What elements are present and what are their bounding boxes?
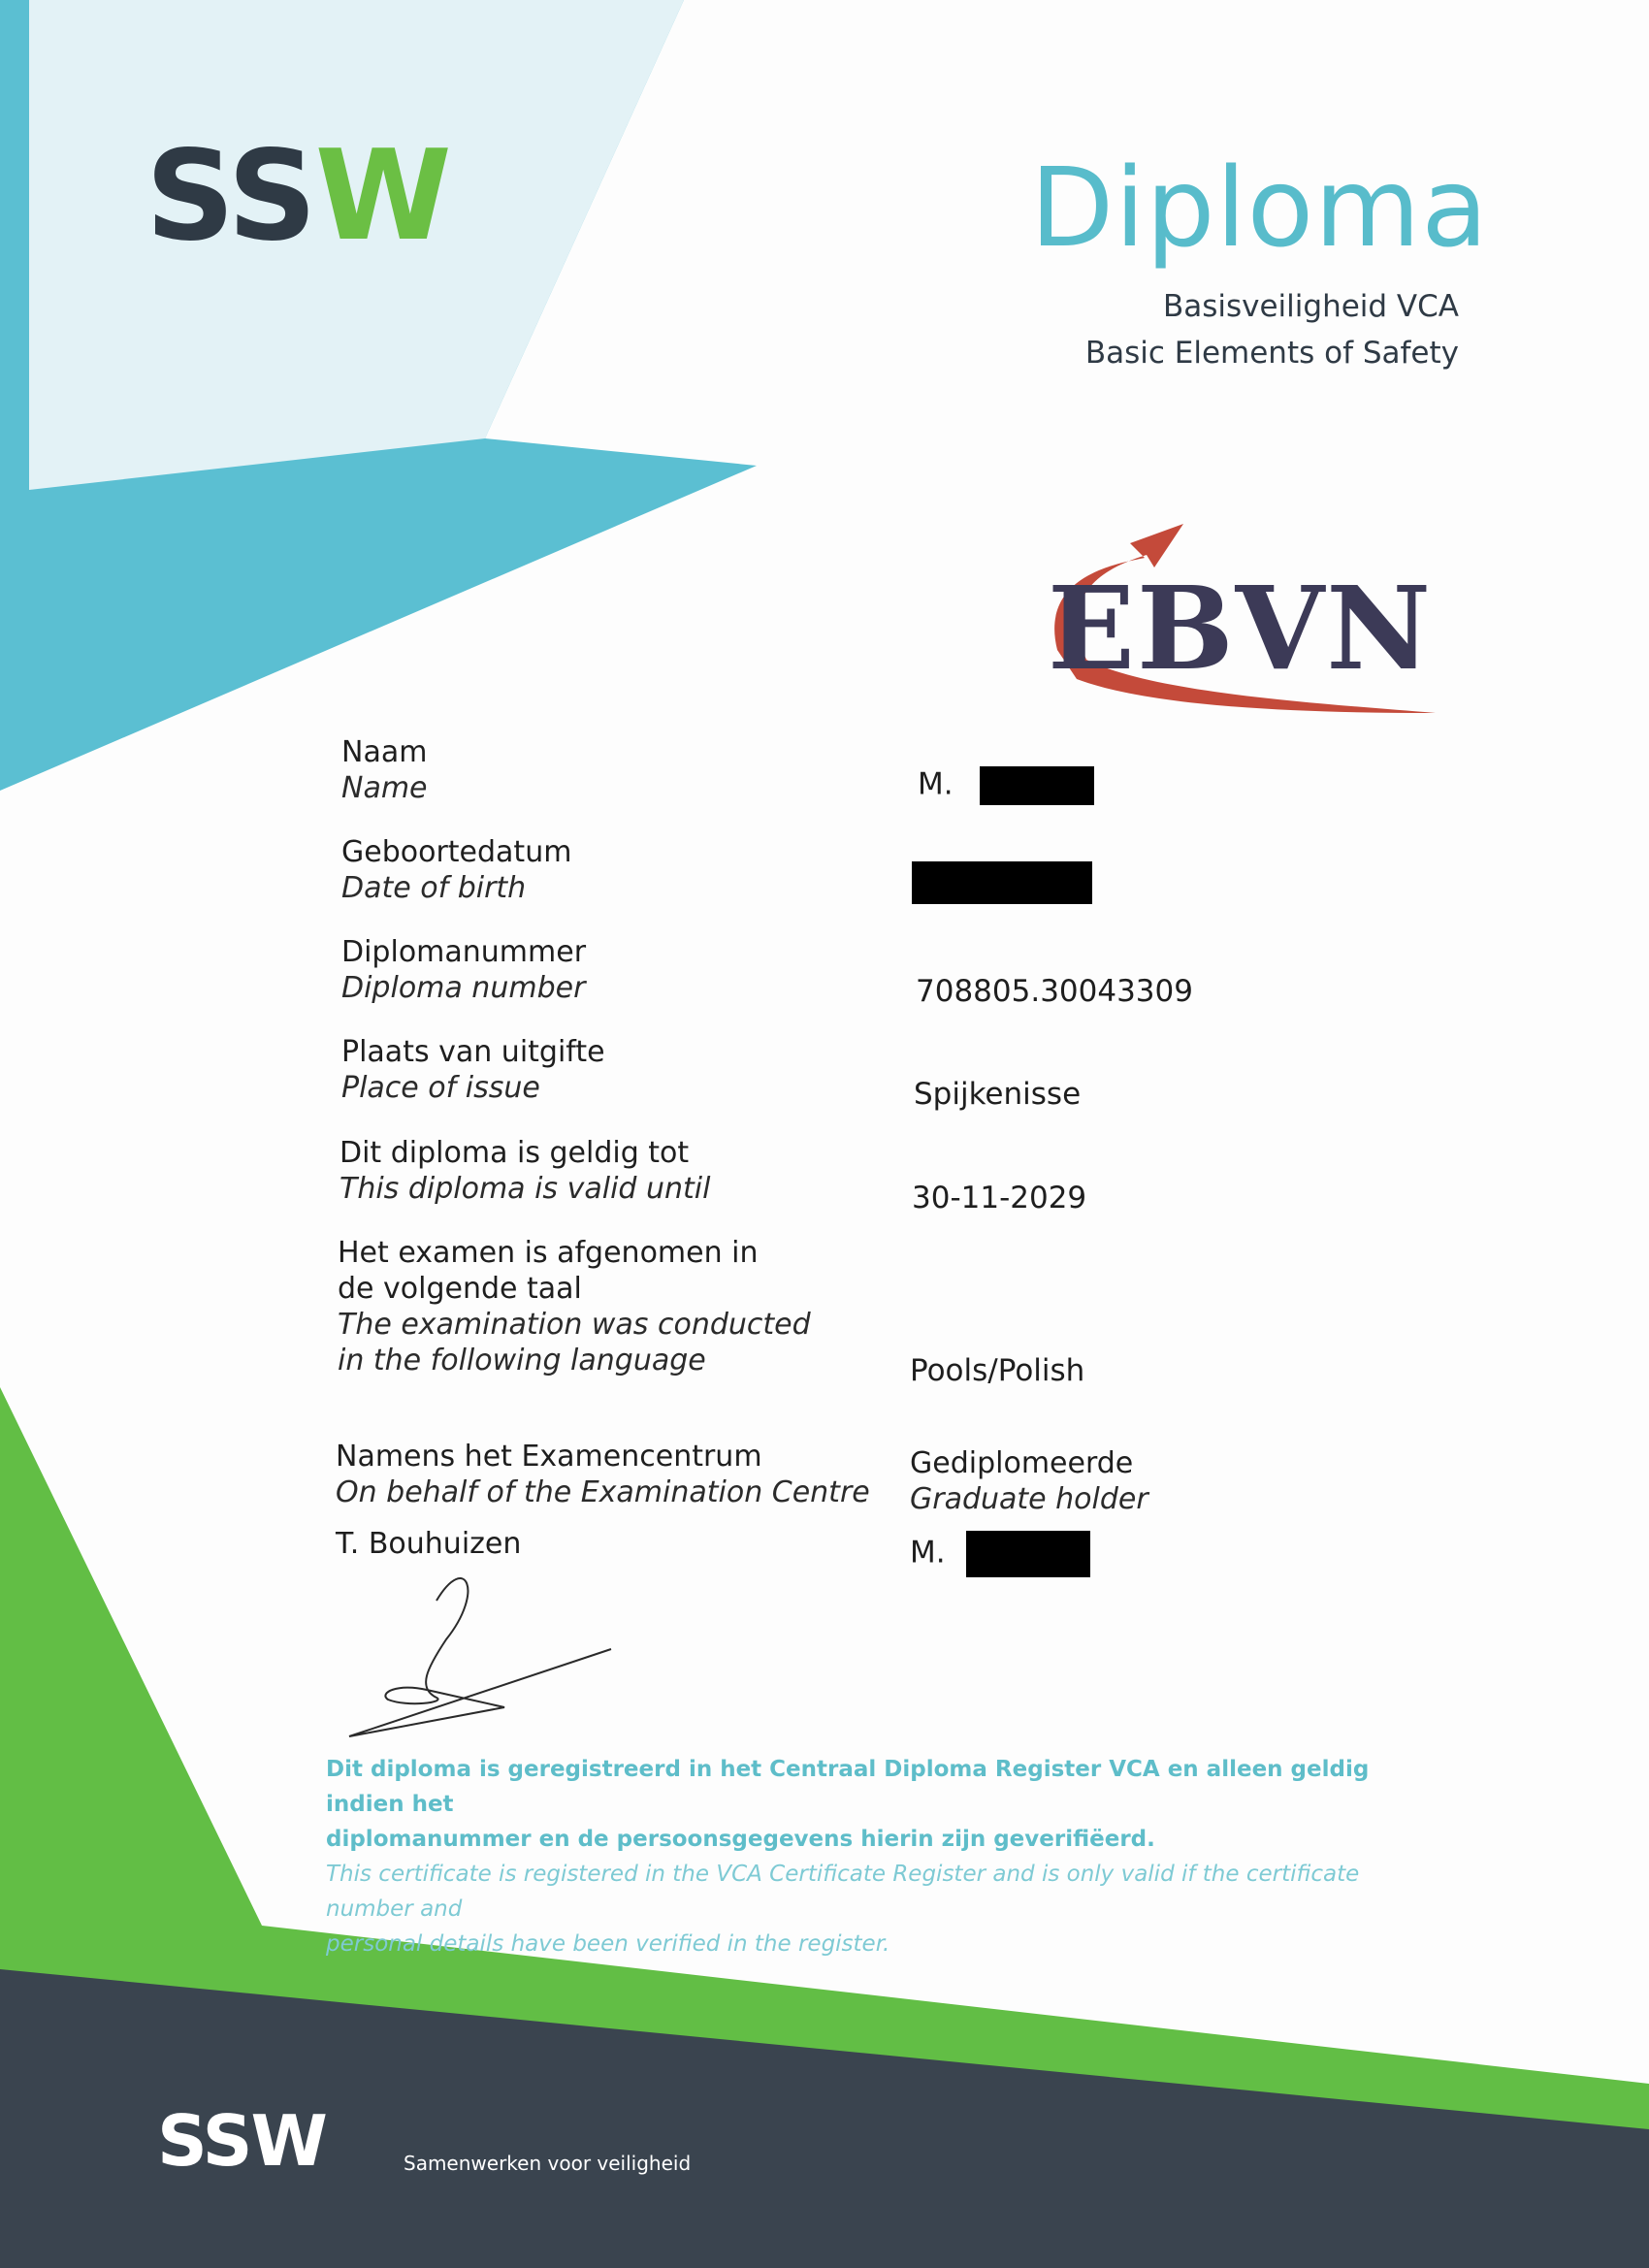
label-place-nl: Plaats van uitgifte — [341, 1035, 605, 1069]
value-valid-until: 30-11-2029 — [912, 1181, 1087, 1215]
ssw-logo-w: W — [314, 124, 450, 269]
label-language-nl-2: de volgende taal — [338, 1272, 582, 1306]
signature-graphic — [330, 1571, 621, 1746]
field-valid-until — [340, 1135, 710, 1207]
value-diploma-number: 708805.30043309 — [916, 974, 1193, 1009]
label-place-en: Place of issue — [341, 1071, 540, 1105]
notice-en-line2: personal details have been verified in the register. — [326, 1931, 890, 1957]
page-title: Diploma — [1030, 146, 1489, 272]
value-name — [918, 766, 1094, 805]
holder-label-nl: Gediplomeerde — [910, 1446, 1134, 1480]
label-language-en-1: The examination was conducted — [338, 1308, 811, 1342]
holder-signature-block — [910, 1445, 1148, 1517]
label-language-en-2: in the following language — [338, 1344, 706, 1377]
field-name — [341, 734, 428, 806]
register-notice — [326, 1752, 1451, 1961]
label-name-en: Name — [341, 771, 428, 805]
field-place-of-issue — [341, 1034, 605, 1106]
ssw-logo-top — [146, 124, 450, 269]
label-number-nl: Diplomanummer — [341, 935, 587, 969]
field-dob — [341, 834, 571, 906]
notice-nl-line1: Dit diploma is geregistreerd in het Centraal Diploma Register VCA en alleen geldig indien het — [326, 1757, 1370, 1817]
redaction-box — [966, 1531, 1090, 1577]
value-name-text: M. — [918, 766, 954, 802]
holder-name-text: M. — [910, 1535, 946, 1571]
label-dob-nl: Geboortedatum — [341, 835, 572, 869]
label-valid-en: This diploma is valid until — [340, 1172, 711, 1206]
notice-en-line1: This certificate is registered in the VCA Certificate Register and is only valid if the certificate number and — [326, 1862, 1360, 1922]
centre-signature-block — [336, 1439, 870, 1562]
centre-name: T. Bouhuizen — [336, 1527, 522, 1561]
label-dob-en: Date of birth — [341, 871, 527, 905]
ssw-logo-ss: SS — [146, 124, 315, 269]
holder-name — [910, 1531, 1090, 1577]
ebvn-logo — [999, 514, 1445, 718]
notice-nl-line2: diplomanummer en de persoonsgegevens hierin zijn geverifiëerd. — [326, 1827, 1155, 1852]
value-place-of-issue: Spijkenisse — [914, 1077, 1082, 1112]
value-dob — [912, 861, 1092, 904]
redaction-box — [980, 766, 1094, 805]
field-diploma-number — [341, 934, 586, 1006]
value-language: Pools/Polish — [910, 1353, 1085, 1388]
centre-label-en: On behalf of the Examination Centre — [336, 1475, 870, 1509]
holder-label-en: Graduate holder — [910, 1482, 1148, 1516]
centre-label-nl: Namens het Examencentrum — [336, 1440, 762, 1474]
ssw-logo-footer — [157, 2100, 326, 2182]
subtitle-nl: Basisveiligheid VCA — [1162, 289, 1459, 324]
label-valid-nl: Dit diploma is geldig tot — [340, 1136, 690, 1170]
field-language — [338, 1235, 811, 1378]
redaction-box — [912, 861, 1092, 904]
label-number-en: Diploma number — [341, 971, 586, 1005]
footer-logo-ss: SS — [157, 2100, 251, 2182]
label-language-nl-1: Het examen is afgenomen in — [338, 1236, 759, 1270]
footer-tagline: Samenwerken voor veiligheid — [404, 2152, 692, 2175]
ebvn-logo-text: EBVN — [1048, 561, 1434, 696]
subtitle-en: Basic Elements of Safety — [1084, 336, 1459, 371]
label-name-nl: Naam — [341, 735, 428, 769]
footer-logo-w: W — [250, 2100, 326, 2182]
